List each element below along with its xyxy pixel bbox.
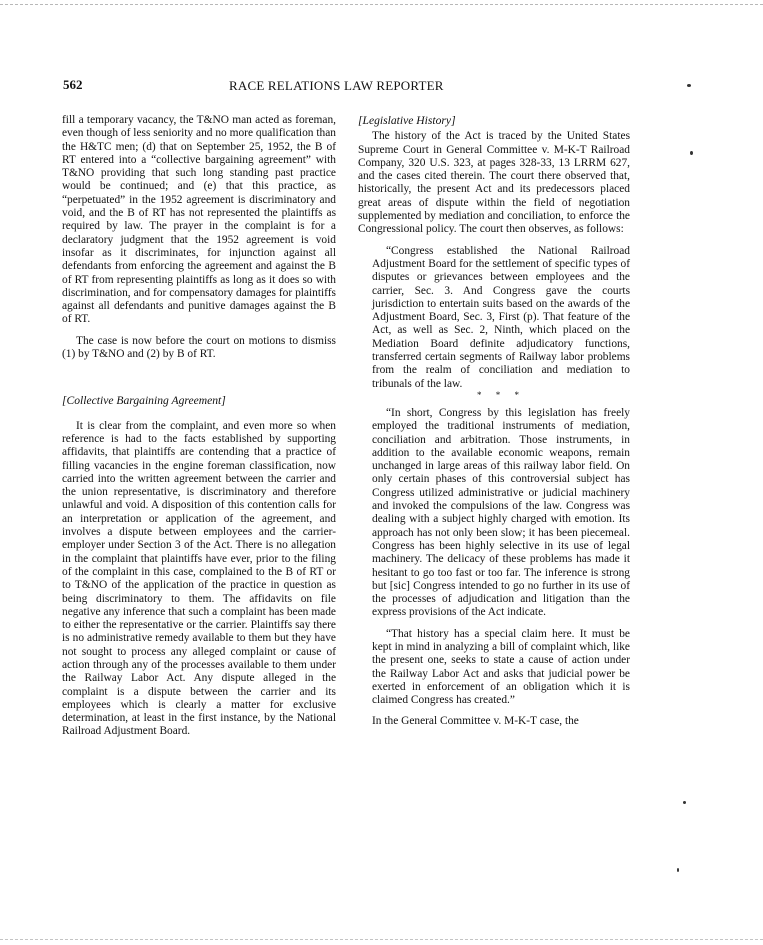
scan-top-edge [0,4,763,5]
section-heading-legislative-history: [Legislative History] [358,114,456,127]
page-header [63,77,703,97]
quote-paragraph-1: “Congress established the National Railroad Adjustment Board for the settlement of specific types of disputes or grievances between employees and the carrier, Sec. 3. And Congress gave the courts jurisdiction to entertain suits based on the awards of the Adjustment Board, Sec. 3, First (p). That feature of the Act, as well as Sec. 2, Ninth, which placed on the Mediation Board definite adjudicatory functions, transferred certain segments of Railway labor problems from the realm of conciliation and mediation to tribunals of the law. [372,244,630,390]
left-paragraph-2: The case is now before the court on motions to dismiss (1) by T&NO and (2) by B of RT. [62,334,336,361]
page-number: 562 [63,77,83,92]
scan-speck [690,151,693,155]
right-paragraph-2: In the General Committee v. M-K-T case, the [372,715,579,728]
block-quote [372,245,630,708]
scan-bottom-edge [0,939,763,940]
section-heading-collective-bargaining: [Collective Bargaining Agreement] [62,394,226,408]
running-head: RACE RELATIONS LAW REPORTER [229,78,444,93]
left-paragraph-1: fill a temporary vacancy, the T&NO man acted as foreman, even though of less seniority and no more qualification than the H&TC men; (d) that on September 25, 1952, the B of RT entered into a “collective bargaining agreement” with T&NO providing that such long standing past practice would be continued; and (e) that this practice, as “perpetuated” in the 1952 agreement is discriminatory and void, and the B of RT has not represented the plaintiffs as required by law. The prayer in the complaint is for a declaratory judgment that the 1952 agreement is void insofar as it discriminates, for injunction against all defendants from enforcing the agreement and against the B of RT from representing plaintiffs as long as it does so with discrimination, and for compensatory damages for plaintiffs against all defendants and punitive damages against the B of RT. [62,114,336,326]
quote-paragraph-2: “In short, Congress by this legislation has freely employed the traditional instruments of mediation, conciliation and arbitration. Those instruments, in addition to the available economic weapons, remain unchanged in large areas of this railway labor field. On only certain phases of this controversial subject has Congress utilized administrative or judicial machinery and invoked the compulsions of the law. Congress was dealing with a subject highly charged with emotion. Its approach has not only been slow; it has been piecemeal. Congress has been highly selective in its use of legal machinery. The delicacy of these problems has made it hesitant to go too fast or too far. The inference is strong but [sic] Congress intended to go no further in its use of the processes of adjudication and litigation than the express provisions of the Act indicate. [372,406,630,619]
scan-speck [683,801,686,804]
quote-paragraph-3: “That history has a special claim here. It must be kept in mind in analyzing a bill of complaint which, like the present one, seeks to state a cause of action under the Railway Labor Act and asks that judicial power be exerted in enforcement of an obligation which it is claimed Congress has created.” [372,627,630,707]
left-paragraph-3: It is clear from the complaint, and even more so when reference is had to the facts established by supporting affidavits, that plaintiffs are contending that a practice of filling vacancies in the engine foreman classification, now carried into the written agreement between the carrier and the union representative, is discriminatory and therefore unlawful and void. A disposition of this contention calls for an interpretation or application of the agreement, and involves a dispute between employees and the carrier-employer under Section 3 of the Act. There is no allegation in the complaint that plaintiffs have ever, prior to the filing of the complaint in this case, complained to the B of RT or to T&NO of the application of the practice in question as being discriminatory to them. The affidavits on file negative any inference that such a complaint has been made to either the representative or the carrier. Plaintiffs say there is no administrative remedy available to them but they have not sought to process any alleged complaint or cause of action through any of the processes available to them under the Railway Labor Act. Any dispute alleged in the complaint is a dispute between the carrier and its employees which is clearly a matter for exclusive determination, at least in the first instance, by the National Railroad Adjustment Board. [62,419,336,738]
right-column [358,114,630,729]
right-paragraph-1: The history of the Act is traced by the United States Supreme Court in General Committee v. M-K-T Railroad Company, 320 U.S. 323, at pages 328-33, 13 LRRM 627, and the cases cited therein. The court there observed that, historically, the present Act and its predecessors placed great areas of dispute within the field of negotiation supplemented by mediation and conciliation, to enforce the Congressional policy. The court then observes, as follows: [358,130,630,236]
ellipsis-stars: * * * [477,389,525,400]
left-column [62,114,336,739]
scan-speck [687,84,691,87]
scan-speck [677,868,679,872]
